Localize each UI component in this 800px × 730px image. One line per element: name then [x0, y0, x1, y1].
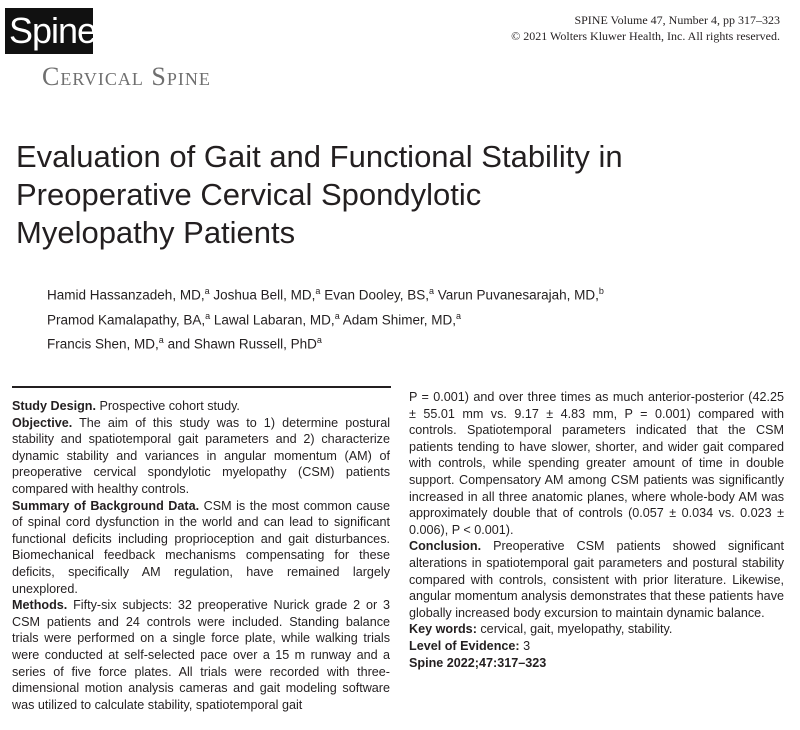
keywords-text: cervical, gait, myelopathy, stability. [476, 622, 673, 637]
conclusion-label: Conclusion. [409, 539, 482, 554]
abstract-column-right [409, 389, 784, 671]
objective-paragraph [12, 415, 390, 498]
author-affiliation: a [316, 335, 322, 345]
conclusion-paragraph [409, 538, 784, 621]
conclusion-text: Preoperative CSM patients showed significant alterations in spatiotemporal gait parameters and postural stability compared with controls, consistent with prior literature. Likewise, angular momentum analysis demonstrates that these patients have globally increased body excursion to maintain dynamic balance. [409, 539, 784, 620]
background-paragraph [12, 498, 390, 598]
background-label: Summary of Background Data. [12, 498, 200, 513]
author-line-1 [47, 281, 767, 306]
objective-label: Objective. [12, 415, 73, 430]
author-affiliation: a [429, 286, 435, 296]
author-name: Hamid Hassanzadeh, MD, [47, 287, 205, 303]
logo-text: Spine [9, 10, 97, 51]
author-line-3 [47, 330, 767, 355]
abstract-rule [12, 386, 391, 388]
methods-label: Methods. [12, 598, 68, 613]
copyright-line: © 2021 Wolters Kluwer Health, Inc. All rights reserved. [511, 29, 780, 43]
study-design-paragraph [12, 398, 390, 415]
methods-text: Fifty-six subjects: 32 preoperative Nurick grade 2 or 3 CSM patients and 24 controls were included. Standing balance trials were performed on a single force plate, while walking trials were conducted at self-selected pace over a 15 m runway and a series of five force plates. All trials were recorded with three-dimensional motion analysis cameras and gait modeling software was utilized to calculate stability, spatiotemporal gait [12, 598, 390, 712]
author-affiliation: a [456, 310, 462, 321]
level-text: 3 [519, 638, 531, 653]
section-label: Cervical Spine [42, 62, 211, 91]
level-of-evidence-paragraph [409, 638, 784, 655]
author-affiliation: a [204, 286, 210, 296]
title-line-2: Preoperative Cervical Spondylotic [16, 177, 482, 212]
author-line-2 [47, 306, 767, 331]
methods-paragraph [12, 597, 390, 713]
study-design-label: Study Design. [12, 399, 96, 413]
keywords-paragraph [409, 621, 784, 638]
author-affiliation: a [334, 310, 340, 321]
author-name: Varun Puvanesarajah, MD, [437, 287, 599, 303]
level-label: Level of Evidence: [409, 638, 520, 653]
author-name: and Shawn Russell, PhD [167, 336, 317, 352]
author-name: Adam Shimer, MD, [342, 312, 456, 327]
author-name: Pramod Kamalapathy, BA, [47, 312, 206, 327]
author-affiliation: a [158, 335, 164, 345]
article-title [16, 138, 756, 252]
journal-info [511, 12, 780, 44]
journal-volume-line: SPINE Volume 47, Number 4, pp 317–323 [574, 13, 780, 27]
journal-logo [5, 8, 97, 54]
citation-text: Spine 2022;47:317–323 [409, 655, 547, 670]
abstract-column-left [12, 398, 390, 713]
results-continued-paragraph: P = 0.001) and over three times as much anterior-posterior (42.25 ± 55.01 mm vs. 9.17 ± 4.83 mm, P = 0.001) compared with controls. Spatiotemporal parameters indicated that the CSM patients tending to have slower, shorter, and wider gait compared with controls, while spending greater amount of time in double support. Compensatory AM among CSM patients was significantly increased in all three anatomic planes, where whole-body AM was approximately double that of controls (0.057 ± 0.034 vs. 0.023 ± 0.006), P < 0.001). [409, 390, 784, 537]
author-name: Lawal Labaran, MD, [213, 312, 335, 327]
author-affiliation: b [598, 286, 604, 296]
background-text: CSM is the most common cause of spinal cord dysfunction in the world and can lead to significant functional deficits including proprioception and gait disturbances. Biomechanical feedback mechanisms compensating for these deficits, specifically AM regulation, have remained largely unexplored. [12, 498, 390, 596]
author-list [47, 281, 767, 355]
author-name: Francis Shen, MD, [47, 336, 159, 352]
citation-paragraph [409, 655, 784, 672]
author-affiliation: a [205, 310, 211, 321]
author-name: Evan Dooley, BS, [324, 287, 429, 303]
author-name: Joshua Bell, MD, [213, 287, 316, 303]
keywords-label: Key words: [409, 622, 477, 637]
study-design-text: Prospective cohort study. [95, 399, 240, 413]
title-line-1: Evaluation of Gait and Functional Stability in [16, 139, 623, 174]
title-line-3: Myelopathy Patients [16, 215, 296, 250]
author-affiliation: a [315, 286, 321, 296]
objective-text: The aim of this study was to 1) determine postural stability and spatiotemporal gait parameters and 2) characterize dynamic stability and variances in angular momentum (AM) of preoperative cervical spondylotic myelopathy (CSM) patients compared with healthy controls. [12, 415, 390, 496]
